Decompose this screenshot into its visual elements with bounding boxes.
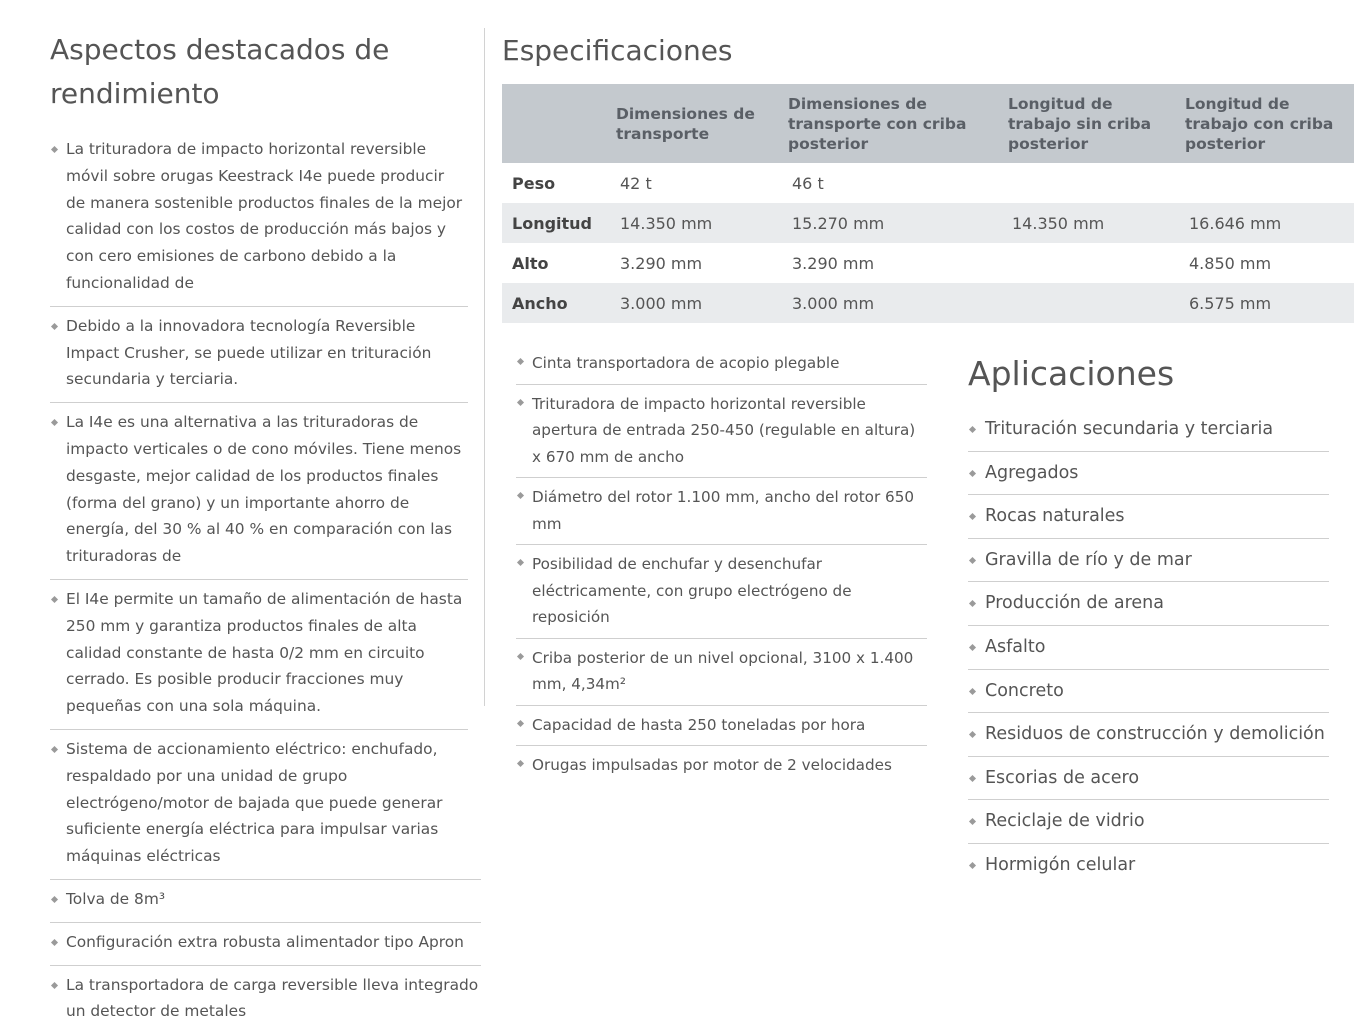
- list-item-text: Trituradora de impacto horizontal reversible apertura de entrada 250-450 (regulable en altura) x 670 mm de ancho: [532, 394, 916, 466]
- list-item-text: Hormigón celular: [985, 854, 1136, 875]
- list-item: [50, 730, 481, 880]
- list-item-text: Gravilla de río y de mar: [985, 549, 1192, 570]
- list-item: [50, 580, 468, 730]
- table-cell: [1002, 163, 1179, 203]
- diamond-bullet-icon: [969, 557, 976, 564]
- diamond-bullet-icon: [969, 862, 976, 869]
- table-cell: 42 t: [620, 173, 652, 193]
- diamond-bullet-icon: [517, 398, 524, 405]
- list-item: [968, 582, 1329, 626]
- specs-table: [502, 84, 1354, 323]
- list-item: [516, 478, 927, 545]
- column-header: Longitud de trabajo sin criba posterior: [1002, 84, 1179, 163]
- column-header: Dimensiones de transporte con criba posterior: [782, 84, 1002, 163]
- list-item-text: Debido a la innovadora tecnología Reversible Impact Crusher, se puede utilizar en trituración secundaria y terciaria.: [66, 316, 432, 389]
- list-item: [516, 344, 927, 385]
- row-header: Alto: [512, 253, 549, 273]
- column-divider: [484, 28, 485, 706]
- table-row: [502, 203, 1354, 243]
- list-item-text: Configuración extra robusta alimentador tipo Apron: [66, 932, 464, 951]
- diamond-bullet-icon: [51, 146, 58, 153]
- list-item: [968, 408, 1329, 452]
- table-cell: [1002, 283, 1179, 323]
- diamond-bullet-icon: [51, 896, 58, 903]
- diamond-bullet-icon: [517, 652, 524, 659]
- list-item: [50, 307, 468, 403]
- list-item-text: Capacidad de hasta 250 toneladas por hora: [532, 715, 866, 734]
- list-item-text: Asfalto: [985, 636, 1046, 657]
- list-item-text: Cinta transportadora de acopio plegable: [532, 354, 840, 372]
- list-item-text: Residuos de construcción y demolición: [985, 724, 1325, 745]
- table-cell: 14.350 mm: [610, 203, 782, 243]
- list-item-text: Posibilidad de enchufar y desenchufar eléctricamente, con grupo electrógeno de reposición: [532, 555, 852, 626]
- diamond-bullet-icon: [969, 775, 976, 782]
- row-header: Ancho: [502, 283, 610, 323]
- diamond-bullet-icon: [969, 600, 976, 607]
- table-cell: 3.000 mm: [782, 283, 1002, 323]
- row-header: Longitud: [502, 203, 610, 243]
- diamond-bullet-icon: [517, 358, 524, 365]
- list-item: [968, 800, 1329, 844]
- table-header-row: [502, 84, 1354, 163]
- highlights-list: [50, 130, 479, 1025]
- list-item: [50, 923, 481, 966]
- diamond-bullet-icon: [969, 470, 976, 477]
- table-row: [502, 243, 1354, 283]
- table-cell: 3.000 mm: [610, 283, 782, 323]
- list-item-text: Rocas naturales: [985, 506, 1125, 527]
- applications-title: Aplicaciones: [968, 354, 1175, 393]
- diamond-bullet-icon: [517, 559, 524, 566]
- list-item-text: Diámetro del rotor 1.100 mm, ancho del rotor 650 mm: [532, 488, 915, 533]
- list-item: [516, 746, 927, 786]
- diamond-bullet-icon: [517, 719, 524, 726]
- table-cell: [1002, 243, 1179, 283]
- highlights-title: Aspectos destacados de rendimiento: [50, 33, 390, 110]
- list-item-text: Escorias de acero: [985, 767, 1140, 788]
- list-item-text: Trituración secundaria y terciaria: [985, 419, 1274, 439]
- table-cell: [1179, 163, 1354, 203]
- diamond-bullet-icon: [51, 746, 58, 753]
- list-item: [968, 713, 1329, 757]
- list-item: [50, 880, 481, 923]
- list-item-text: Criba posterior de un nivel opcional, 3100 x 1.400 mm, 4,34m²: [532, 648, 914, 693]
- applications-list: [968, 408, 1329, 887]
- list-item-text: La trituradora de impacto horizontal reversible móvil sobre orugas Keestrack I4e puede producir de manera sostenible productos finales de la mejor calidad con los costos de producción más bajos y con cero emisiones de carbono debido a la funcionalidad de: [66, 140, 463, 292]
- table-cell: 3.290 mm: [792, 253, 875, 273]
- diamond-bullet-icon: [969, 513, 976, 520]
- list-item: [50, 966, 481, 1025]
- diamond-bullet-icon: [51, 596, 58, 603]
- table-cell: 15.270 mm: [782, 203, 1002, 243]
- diamond-bullet-icon: [517, 760, 524, 767]
- list-item-text: Agregados: [985, 462, 1079, 483]
- column-header: [502, 84, 610, 163]
- table-cell: 6.575 mm: [1179, 283, 1354, 323]
- features-list: [516, 344, 927, 786]
- list-item: [50, 403, 468, 580]
- diamond-bullet-icon: [51, 981, 58, 988]
- list-item: [968, 452, 1329, 496]
- list-item-text: Tolva de 8m³: [66, 889, 165, 908]
- list-item: [968, 757, 1329, 801]
- list-item: [516, 545, 927, 639]
- table-row: [502, 283, 1354, 323]
- diamond-bullet-icon: [517, 492, 524, 499]
- diamond-bullet-icon: [51, 939, 58, 946]
- list-item-text: Sistema de accionamiento eléctrico: enchufado, respaldado por una unidad de grupo electrógeno/motor de bajada que puede generar suficiente energía eléctrica para impulsar varias máquinas eléctricas: [66, 739, 443, 866]
- column-header: Dimensiones de transporte: [610, 84, 782, 163]
- column-header: Longitud de trabajo con criba posterior: [1179, 84, 1354, 163]
- list-item-text: El I4e permite un tamaño de alimentación de hasta 250 mm y garantiza productos finales de alta calidad constante de hasta 0/2 mm en circuito cerrado. Es posible producir fracciones muy pequeñas con una sola máquina.: [66, 589, 463, 716]
- list-item: [516, 385, 927, 479]
- table-row: [502, 163, 1354, 203]
- diamond-bullet-icon: [969, 731, 976, 738]
- diamond-bullet-icon: [969, 426, 976, 433]
- diamond-bullet-icon: [969, 644, 976, 651]
- specs-title: Especificaciones: [502, 34, 733, 67]
- list-item: [50, 130, 468, 307]
- diamond-bullet-icon: [51, 419, 58, 426]
- list-item: [968, 495, 1329, 539]
- list-item-text: La I4e es una alternativa a las trituradoras de impacto verticales o de cono móviles. Tiene menos desgaste, mejor calidad de los productos finales (forma del grano) y un importante ahorro de energía, del 30 % al 40 % en comparación con las trituradoras de: [66, 413, 462, 566]
- diamond-bullet-icon: [969, 818, 976, 825]
- table-cell: 4.850 mm: [1189, 253, 1272, 273]
- table-cell: 3.290 mm: [620, 253, 703, 273]
- list-item: [968, 670, 1329, 714]
- list-item-text: Orugas impulsadas por motor de 2 velocidades: [532, 756, 892, 774]
- highlights-section: [50, 28, 479, 1025]
- list-item: [516, 706, 927, 747]
- list-item: [968, 539, 1329, 583]
- list-item-text: Concreto: [985, 680, 1064, 701]
- list-item: [968, 626, 1329, 670]
- list-item: [516, 639, 927, 706]
- list-item-text: La transportadora de carga reversible lleva integrado un detector de metales: [66, 975, 479, 1021]
- table-cell: 14.350 mm: [1002, 203, 1179, 243]
- table-cell: 46 t: [792, 173, 824, 193]
- list-item-text: Reciclaje de vidrio: [985, 811, 1145, 832]
- list-item-text: Producción de arena: [985, 593, 1164, 614]
- table-cell: 16.646 mm: [1179, 203, 1354, 243]
- diamond-bullet-icon: [969, 688, 976, 695]
- row-header: Peso: [512, 173, 556, 193]
- diamond-bullet-icon: [51, 323, 58, 330]
- list-item: [968, 844, 1329, 887]
